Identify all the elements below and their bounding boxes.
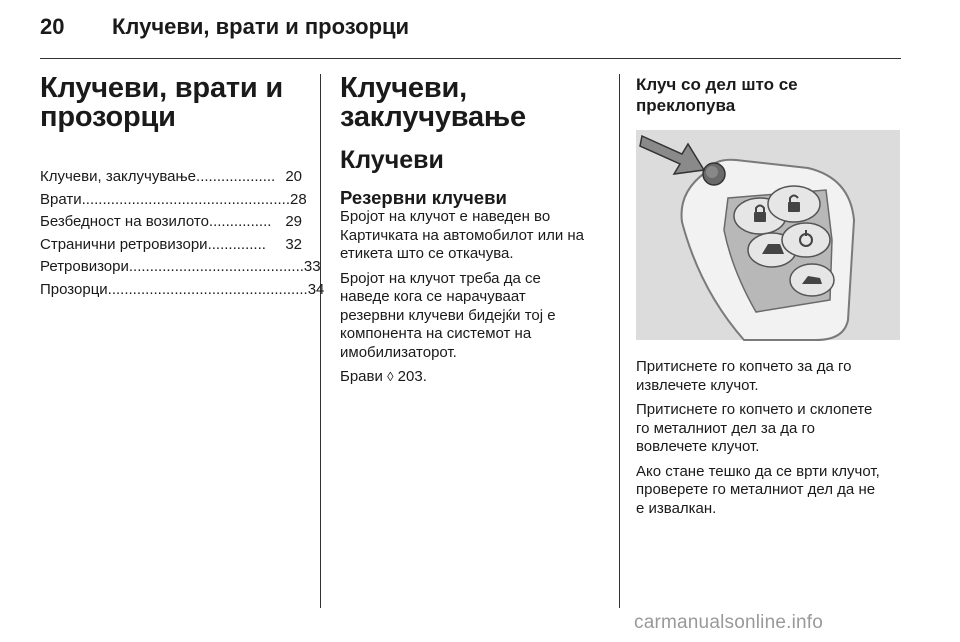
toc-item-page: 33 (303, 258, 321, 275)
foldable-key-column (636, 74, 902, 524)
running-title: Клучеви, врати и прозорци (112, 14, 410, 39)
watermark-text: carmanualsonline.info (634, 612, 824, 633)
page-header (0, 0, 960, 58)
chapter-title-line1: Клучеви, врати и (40, 72, 283, 104)
toc-item[interactable] (40, 211, 302, 234)
toc-leader-dots: ................... (196, 168, 276, 185)
toc-item[interactable] (40, 234, 302, 257)
text-line: резервни клучеви бидејќи тој е (340, 306, 556, 324)
pointer-arrow-icon (640, 136, 704, 174)
toc-leader-dots: ................................................ (107, 280, 308, 298)
text-line: Ако стане тешко да се врти клучот, (636, 462, 880, 480)
section-title: Клучеви, заклучување (340, 72, 526, 133)
toc-leader-dots: .................................................. (81, 190, 290, 208)
toc-item[interactable] (40, 256, 321, 279)
toc-item-page: 34 (307, 280, 325, 298)
toc-item-label: Прозорци (40, 280, 108, 298)
toc-item[interactable] (40, 189, 307, 212)
column-divider-right (619, 74, 620, 608)
key-fob-drawing (636, 130, 900, 340)
toc-leader-dots: ............... (208, 213, 272, 230)
toc-item-page: 29 (285, 213, 302, 230)
heading-line1: Клуч со дел што се (636, 75, 798, 94)
column-divider-left (320, 74, 321, 608)
chapter-title (40, 74, 302, 132)
toc-item-label: Странични ретровизори (40, 235, 208, 253)
text-line: имобилизаторот. (340, 343, 457, 361)
text-line: компонента на системот на (340, 325, 532, 342)
panic-button-icon (790, 264, 834, 296)
unlock-button-icon (768, 186, 820, 222)
chapter-column (40, 72, 325, 301)
key-release-button-icon (703, 163, 725, 185)
keys-locking-column (340, 74, 602, 393)
page-number: 20 (40, 14, 65, 39)
chapter-title-line2: прозорци (40, 101, 176, 133)
text-line: етикета што се откачува. (340, 245, 514, 262)
toc-item[interactable] (40, 279, 325, 302)
text-line: Картичката на автомобилот или на (340, 226, 584, 244)
reference-arrow-icon: ◊ (387, 369, 394, 384)
toc-leader-dots: .......................................... (128, 258, 304, 275)
cross-reference-label: Брави (340, 368, 383, 385)
paragraph-ordering (340, 270, 602, 363)
paragraph-retract-key (636, 401, 902, 457)
paragraph-extend-key (636, 358, 902, 395)
text-line: извлечете клучот. (636, 376, 759, 394)
toc-item-label: Врати (40, 190, 82, 208)
foldable-key-heading (636, 74, 902, 116)
remote-start-button-icon (782, 223, 830, 257)
toc-item-label: Безбедност на возилото (40, 213, 209, 230)
header-divider (40, 58, 901, 59)
text-line: проверете го металниот дел да не (636, 481, 876, 498)
cross-reference-page: 203. (397, 368, 427, 385)
text-line: вовлечете клучот. (636, 438, 760, 455)
toc-item-page: 28 (289, 190, 307, 208)
toc-item-label: Клучеви, заклучување (40, 168, 197, 185)
text-line: Притиснете го копчето за да го (636, 358, 852, 375)
subsection-title: Клучеви (340, 146, 444, 174)
text-line: е извалкан. (636, 499, 717, 517)
text-line: наведе кога се нарачуваат (340, 288, 526, 305)
paragraph-key-number (340, 208, 602, 264)
key-fob-illustration (636, 130, 900, 340)
spare-keys-heading: Резервни клучеви (340, 187, 507, 208)
toc-item-page: 20 (285, 168, 302, 185)
cross-reference[interactable] (340, 368, 602, 387)
text-line: Притиснете го копчето и склопете (636, 401, 873, 418)
toc-item-page: 32 (285, 235, 302, 253)
paragraph-check-metal-part (636, 463, 902, 519)
table-of-contents (40, 166, 325, 301)
toc-leader-dots: .............. (207, 235, 266, 253)
heading-line2: преклопува (636, 96, 736, 115)
toc-item[interactable] (40, 166, 302, 189)
text-line: Бројот на клучот е наведен во (340, 208, 551, 225)
text-line: го металниот дел за да го (636, 419, 815, 437)
text-line: Бројот на клучот треба да се (340, 269, 541, 287)
toc-item-label: Ретровизори (40, 258, 129, 275)
